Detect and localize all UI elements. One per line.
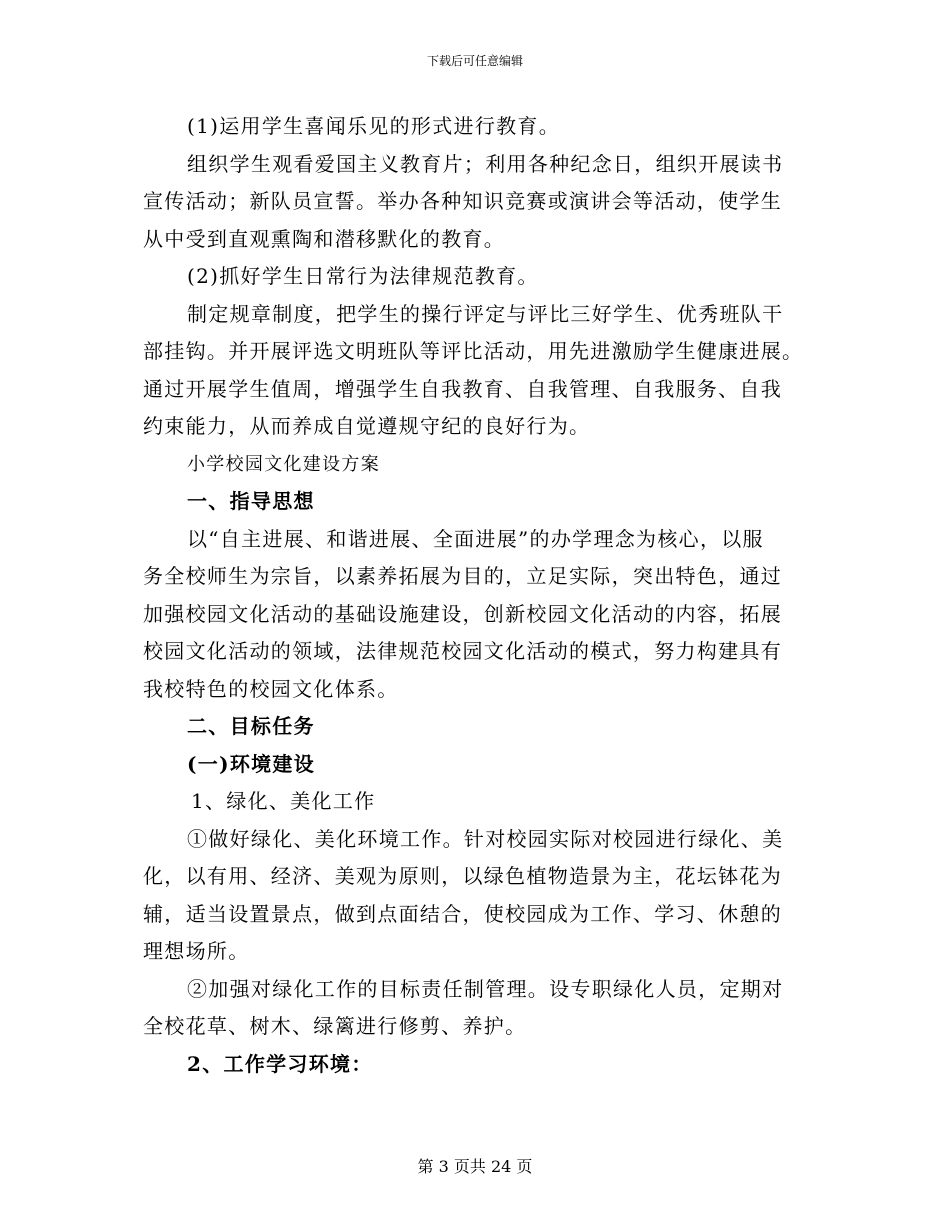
page-header: 下载后可任意编辑 [426,54,523,68]
paragraph-line: 从中受到直观熏陶和潜移默化的教育。 [143,226,506,251]
paragraph-line: 制定规章制度，把学生的操行评定与评比三好学生、优秀班队干 [187,301,784,326]
section-title: 小学校园文化建设方案 [187,453,380,475]
document-body [143,108,803,1083]
paragraph-line: 我校特色的校园文化体系。 [143,676,399,701]
paragraph-line: 务全校师生为宗旨，以素养拓展为目的，立足实际，突出特色，通过 [143,564,782,588]
paragraph-line: (2)抓好学生日常行为法律规范教育。 [187,264,539,288]
item-heading: 2、工作学习环境： [187,1051,373,1076]
paragraph-line: 理想场所。 [143,939,250,963]
paragraph-line: 化，以有用、经济、美观为原则，以绿色植物造景为主，花坛钵花为 [143,864,782,888]
paragraph-line: ②加强对绿化工作的目标责任制管理。设专职绿化人员，定期对 [187,976,784,1001]
item-heading: 1、绿化、美化工作 [191,789,376,813]
paragraph-line: 组织学生观看爱国主义教育片；利用各种纪念日，组织开展读书 [187,151,784,176]
paragraph-line: 校园文化活动的领域，法律规范校园文化活动的模式，努力构建具有 [143,639,782,663]
page-footer: 第 3 页共 24 页 [417,1157,533,1176]
paragraph-line: 部挂钩。并开展评选文明班队等评比活动，用先进激励学生健康进展。 [143,339,804,363]
subsection-heading: (一)环境建设 [187,751,316,776]
paragraph-line: ①做好绿化、美化环境工作。针对校园实际对校园进行绿化、美 [187,826,784,851]
paragraph-line: 加强校园文化活动的基础设施建设，创新校园文化活动的内容，拓展 [143,601,782,626]
paragraph-line: (1)运用学生喜闻乐见的形式进行教育。 [187,114,561,138]
paragraph-line: 辅，适当设置景点，做到点面结合，使校园成为工作、学习、休憩的 [143,901,782,926]
paragraph-line: 通过开展学生值周，增强学生自我教育、自我管理、自我服务、自我 [143,376,782,401]
section-heading: 二、目标任务 [187,714,315,738]
paragraph-line: 约束能力，从而养成自觉遵规守纪的良好行为。 [143,414,591,438]
paragraph-line: 宣传活动；新队员宣誓。举办各种知识竞赛或演讲会等活动，使学生 [143,189,782,213]
section-heading: 一、指导思想 [187,489,315,513]
paragraph-line: 全校花草、树木、绿篱进行修剪、养护。 [143,1014,527,1038]
paragraph-line: 以“自主进展、和谐进展、全面进展”的办学理念为核心，以服 [187,526,764,551]
